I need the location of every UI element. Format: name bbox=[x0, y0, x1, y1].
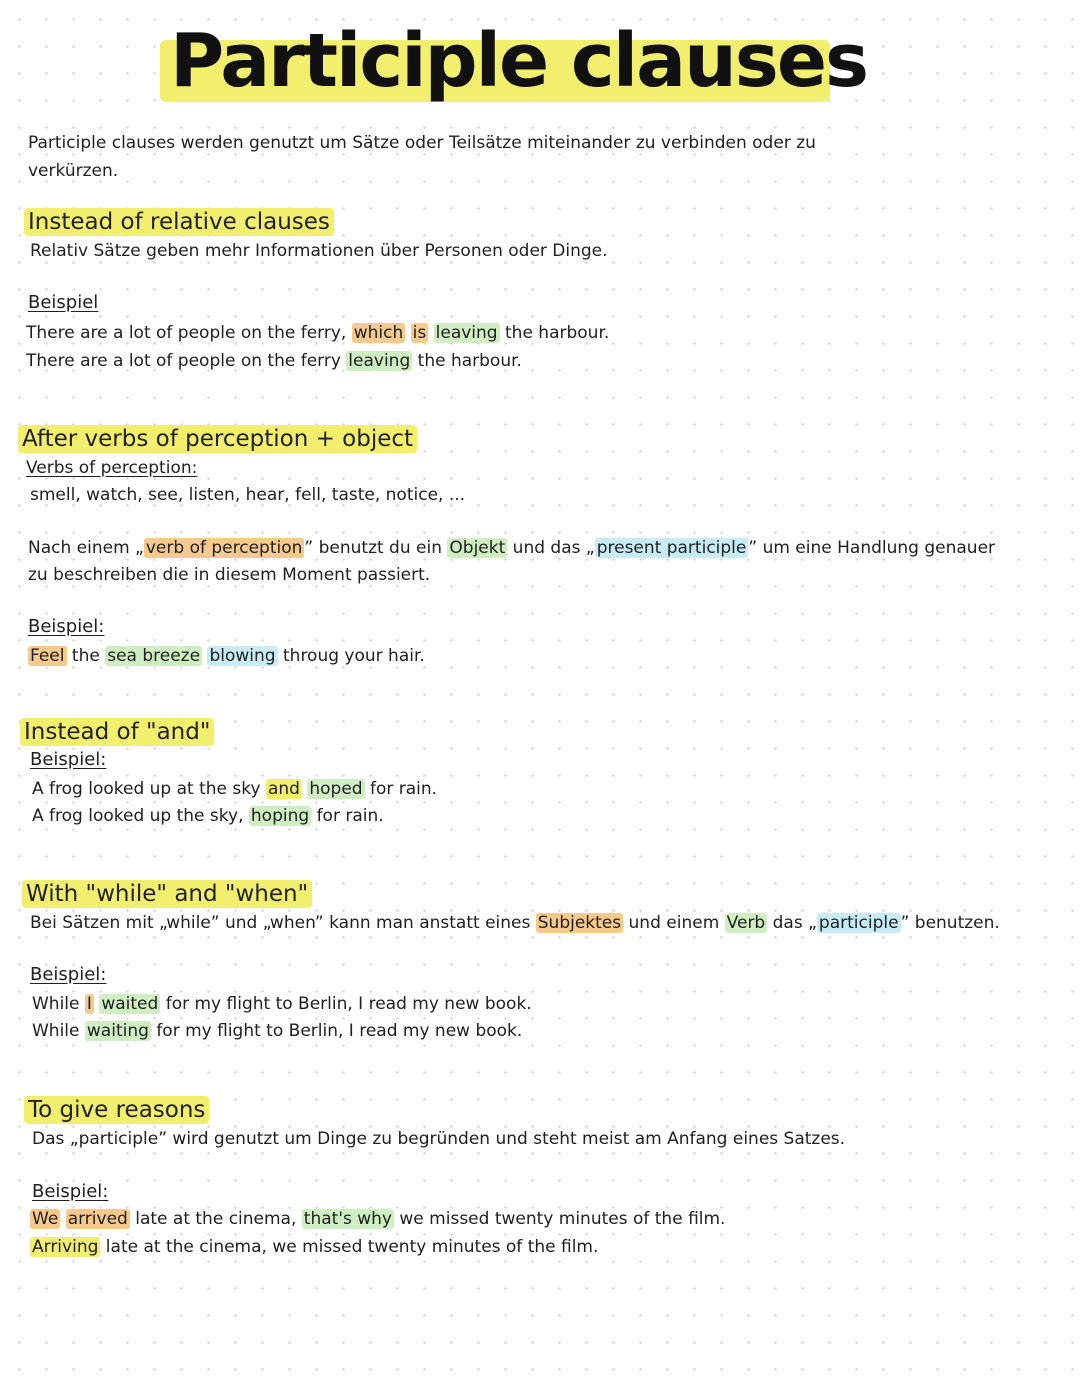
sec4-paragraph bbox=[30, 912, 1000, 934]
hl-present-participle: present participle bbox=[596, 538, 747, 558]
sec2-example bbox=[28, 645, 425, 667]
text: throug your hair. bbox=[283, 646, 425, 666]
sec1-description: Relativ Sätze geben mehr Informationen über Personen oder Dinge. bbox=[30, 241, 608, 261]
hl-participle: participle bbox=[818, 913, 899, 933]
text: und das „ bbox=[512, 538, 595, 558]
heading-relative-clauses: Instead of relative clauses bbox=[24, 208, 334, 236]
hl-thats-why: that's why bbox=[303, 1209, 392, 1229]
text: und einem bbox=[628, 913, 720, 933]
text: late at the cinema, bbox=[135, 1209, 297, 1229]
hl-hoped: hoped bbox=[309, 779, 363, 799]
hl-is: is bbox=[412, 323, 427, 343]
sec2-subheading: Verbs of perception: bbox=[26, 458, 198, 478]
hl-hoping: hoping bbox=[250, 806, 310, 826]
hl-waited: waited bbox=[101, 994, 159, 1014]
text: ” benutzt du ein bbox=[304, 538, 442, 558]
hl-and: and bbox=[267, 779, 300, 799]
sec4-example-label: Beispiel: bbox=[30, 964, 107, 985]
sec2-verb-list: smell, watch, see, listen, hear, fell, taste, notice, ... bbox=[30, 485, 466, 505]
sec5-example-2 bbox=[30, 1236, 598, 1258]
text: the harbour. bbox=[505, 323, 610, 343]
hl-subjektes: Subjektes bbox=[537, 913, 622, 933]
text: das „ bbox=[772, 913, 817, 933]
text: While bbox=[32, 1021, 80, 1041]
intro-line-1: Participle clauses werden genutzt um Sätze oder Teilsätze miteinander zu verbinden oder zu bbox=[28, 133, 816, 153]
sec3-example-label: Beispiel: bbox=[30, 749, 107, 770]
text: the bbox=[71, 646, 100, 666]
heading-instead-of-and: Instead of "and" bbox=[20, 718, 214, 746]
sec2-example-label: Beispiel: bbox=[28, 616, 105, 637]
hl-waiting: waiting bbox=[86, 1021, 149, 1041]
sec5-paragraph: Das „participle” wird genutzt um Dinge zu begründen und steht meist am Anfang eines Satzes. bbox=[32, 1129, 846, 1149]
text: for my flight to Berlin, I read my new book. bbox=[165, 994, 532, 1014]
hl-blowing: blowing bbox=[209, 646, 276, 666]
text: we missed twenty minutes of the film. bbox=[399, 1209, 726, 1229]
hl-verb: Verb bbox=[726, 913, 766, 933]
text: for rain. bbox=[316, 806, 384, 826]
hl-arrived: arrived bbox=[67, 1209, 128, 1229]
hl-verb-of-perception: verb of perception bbox=[145, 538, 303, 558]
sec5-example-1 bbox=[30, 1208, 725, 1230]
sec4-example-2 bbox=[32, 1020, 522, 1042]
heading-verbs-of-perception: After verbs of perception + object bbox=[18, 425, 417, 453]
hl-objekt: Objekt bbox=[449, 538, 506, 558]
hl-arriving: Arriving bbox=[32, 1237, 99, 1257]
hl-leaving: leaving bbox=[435, 323, 498, 343]
text: There are a lot of people on the ferry bbox=[26, 351, 341, 371]
text: A frog looked up the sky, bbox=[32, 806, 244, 826]
intro-line-2: verkürzen. bbox=[28, 161, 119, 181]
sec1-example-1 bbox=[26, 322, 609, 344]
sec2-paragraph-1 bbox=[28, 537, 995, 559]
text: There are a lot of people on the ferry, bbox=[26, 323, 347, 343]
text: Nach einem „ bbox=[28, 538, 144, 558]
sec3-example-2 bbox=[32, 805, 384, 827]
sec3-example-1 bbox=[32, 778, 437, 800]
sec1-example-label: Beispiel bbox=[28, 292, 99, 313]
text: Bei Sätzen mit „while” und „when” kann man anstatt eines bbox=[30, 913, 531, 933]
hl-sea-breeze: sea breeze bbox=[107, 646, 201, 666]
hl-feel: Feel bbox=[30, 646, 65, 666]
sec1-example-2 bbox=[26, 350, 522, 372]
sec5-example-label: Beispiel: bbox=[32, 1181, 109, 1202]
text: for rain. bbox=[369, 779, 438, 799]
sec2-paragraph-2: zu beschreiben die in diesem Moment passiert. bbox=[28, 565, 431, 585]
hl-we: We bbox=[32, 1209, 59, 1229]
heading-while-when: With "while" and "when" bbox=[22, 880, 312, 908]
page-title: Participle clauses bbox=[170, 18, 868, 104]
text: for my flight to Berlin, I read my new book. bbox=[156, 1021, 523, 1041]
text: ” um eine Handlung genauer bbox=[748, 538, 996, 558]
sec4-example-1 bbox=[32, 993, 532, 1015]
text: A frog looked up at the sky bbox=[32, 779, 261, 799]
hl-i: I bbox=[86, 994, 92, 1014]
hl-which: which bbox=[353, 323, 404, 343]
hl-leaving: leaving bbox=[348, 351, 411, 371]
text: While bbox=[32, 994, 80, 1014]
text: late at the cinema, we missed twenty minutes of the film. bbox=[105, 1237, 599, 1257]
text: the harbour. bbox=[417, 351, 522, 371]
heading-give-reasons: To give reasons bbox=[24, 1096, 209, 1124]
text: ” benutzen. bbox=[900, 913, 1000, 933]
